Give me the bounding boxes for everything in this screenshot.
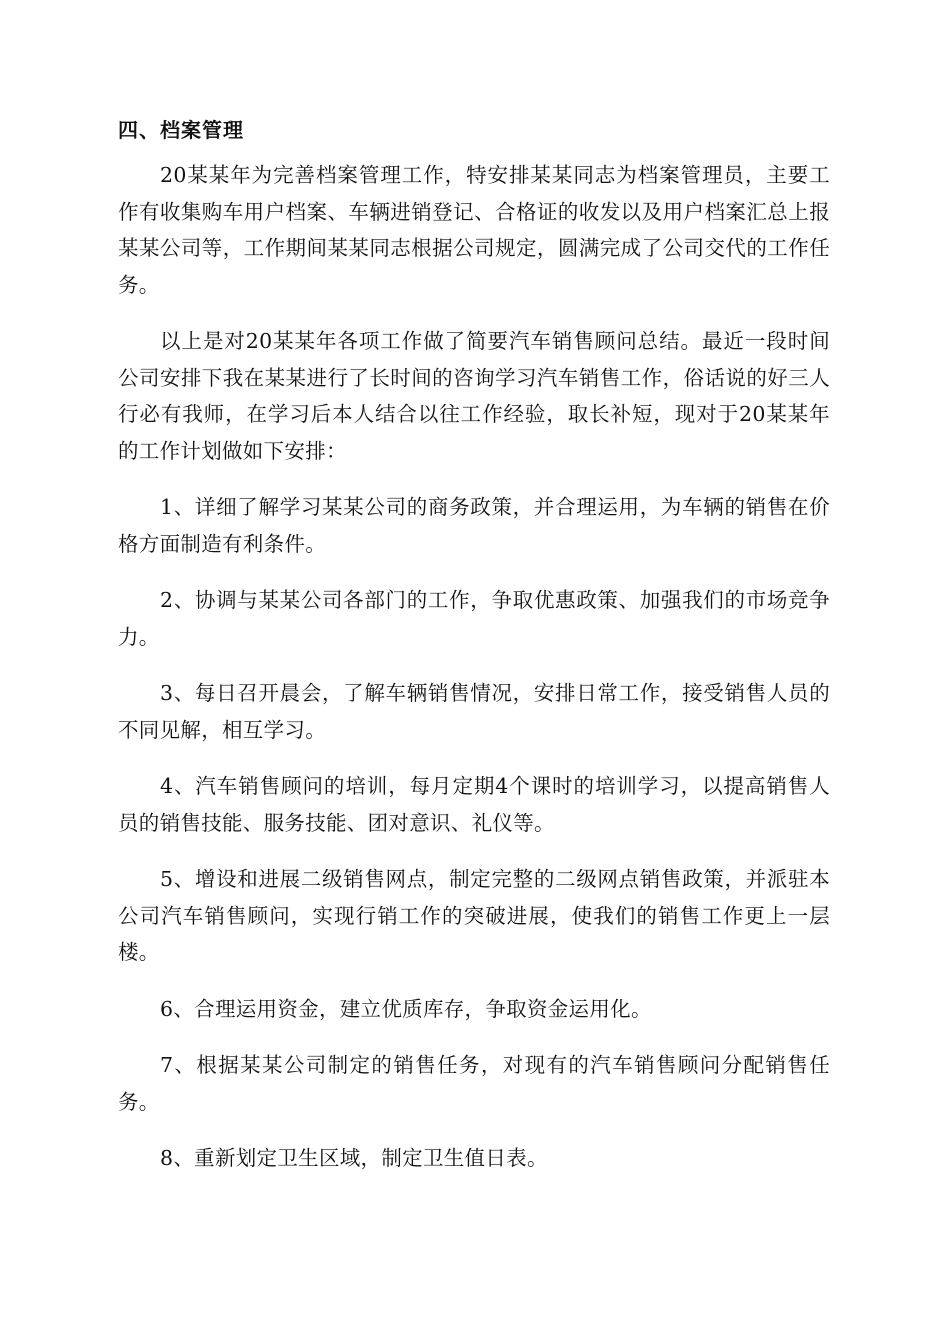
plan-item-4: 4、汽车销售顾问的培训，每月定期4个课时的培训学习，以提高销售人员的销售技能、服务技能、团对意识、礼仪等。 bbox=[118, 774, 830, 835]
document-body bbox=[118, 157, 830, 1197]
plan-item-1: 1、详细了解学习某某公司的商务政策，并合理运用，为车辆的销售在价格方面制造有利条件。 bbox=[118, 495, 830, 556]
plan-item-8: 8、重新划定卫生区域，制定卫生值日表。 bbox=[160, 1146, 548, 1170]
plan-item-6: 6、合理运用资金，建立优质库存，争取资金运用化。 bbox=[160, 996, 652, 1021]
plan-item-2: 2、协调与某某公司各部门的工作，争取优惠政策、加强我们的市场竞争力。 bbox=[118, 588, 830, 649]
paragraph-archive-management: 20某某年为完善档案管理工作，特安排某某同志为档案管理员，主要工作有收集购车用户档案、车辆进销登记、合格证的收发以及用户档案汇总上报某某公司等，工作期间某某同志根据公司规定，圆满完成了公司交代的工作任务。 bbox=[118, 163, 830, 297]
plan-item-3: 3、每日召开晨会，了解车辆销售情况，安排日常工作，接受销售人员的不同见解，相互学习。 bbox=[118, 681, 830, 742]
paragraph-summary-intro: 以上是对20某某年各项工作做了简要汽车销售顾问总结。最近一段时间公司安排下我在某某进行了长时间的咨询学习汽车销售工作，俗话说的好三人行必有我师，在学习后本人结合以往工作经验，取长补短，现对于20某某年的工作计划做如下安排： bbox=[118, 329, 830, 463]
section-title: 四、档案管理 bbox=[118, 118, 244, 142]
plan-item-5: 5、增设和进展二级销售网点，制定完整的二级网点销售政策，并派驻本公司汽车销售顾问，实现行销工作的突破进展，使我们的销售工作更上一层楼。 bbox=[118, 867, 830, 964]
plan-item-7: 7、根据某某公司制定的销售任务，对现有的汽车销售顾问分配销售任务。 bbox=[118, 1053, 830, 1114]
